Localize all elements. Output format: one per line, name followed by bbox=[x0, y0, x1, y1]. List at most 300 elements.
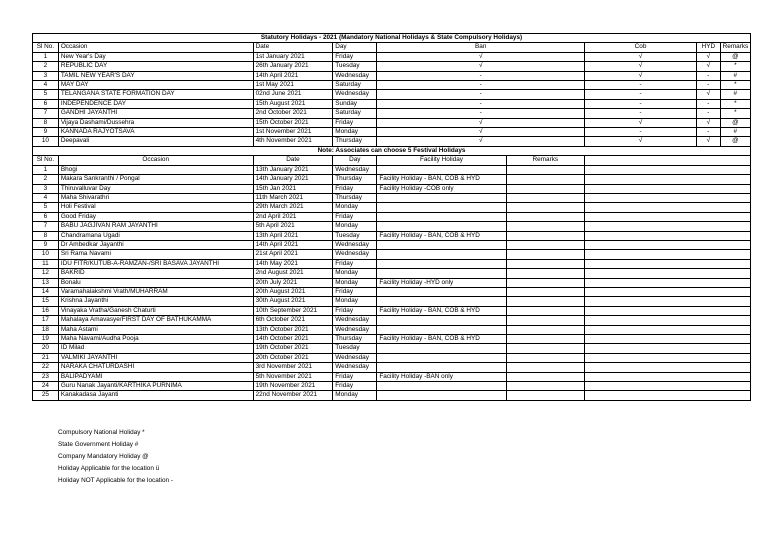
table-cell bbox=[506, 363, 585, 372]
table-cell: 6 bbox=[33, 99, 59, 108]
empty-cell bbox=[585, 353, 751, 362]
table-cell: TAMIL NEW YEAR'S DAY bbox=[58, 71, 253, 80]
table-cell: Maha Astami bbox=[58, 325, 253, 334]
empty-cell bbox=[585, 306, 751, 315]
column-header: Sl No. bbox=[33, 43, 59, 52]
table-cell bbox=[377, 250, 506, 259]
table-cell: 9 bbox=[33, 240, 59, 249]
table-row bbox=[33, 372, 751, 381]
table-row bbox=[33, 231, 751, 240]
table-cell: 17 bbox=[33, 316, 59, 325]
table-cell: Monday bbox=[333, 203, 377, 212]
table-cell: - bbox=[697, 71, 721, 80]
table-cell: 5 bbox=[33, 203, 59, 212]
table-cell: 9 bbox=[33, 128, 59, 137]
table-cell: 1st May 2021 bbox=[253, 81, 333, 90]
table-cell: 15th Jan 2021 bbox=[253, 184, 333, 193]
empty-cell bbox=[585, 240, 751, 249]
table-cell: 20th August 2021 bbox=[253, 287, 333, 296]
table-cell: √ bbox=[697, 118, 721, 127]
table-cell bbox=[506, 184, 585, 193]
table-cell: Makara Sankranthi / Pongal bbox=[58, 175, 253, 184]
empty-cell bbox=[585, 382, 751, 391]
table-cell: 14th April 2021 bbox=[253, 71, 333, 80]
table-cell: Facility Holiday - BAN, COB & HYD bbox=[377, 231, 506, 240]
table-row bbox=[33, 193, 751, 202]
table-cell: 10th September 2021 bbox=[253, 306, 333, 315]
table-cell: Monday bbox=[333, 278, 377, 287]
table-cell: Friday bbox=[333, 287, 377, 296]
table-cell: Facility Holiday - BAN, COB & HYD bbox=[377, 306, 506, 315]
table-cell: Friday bbox=[333, 372, 377, 381]
empty-cell bbox=[585, 297, 751, 306]
table-cell: GANDHI JAYANTHI bbox=[58, 109, 253, 118]
statutory-header-row bbox=[33, 43, 751, 52]
table-cell: 10 bbox=[33, 137, 59, 146]
table-cell bbox=[506, 287, 585, 296]
table-cell: * bbox=[720, 81, 750, 90]
table-cell: Maha Shivarathri bbox=[58, 193, 253, 202]
table-cell: 22 bbox=[33, 363, 59, 372]
table-cell: Maha Navami/Audha Pooja bbox=[58, 335, 253, 344]
table-cell: 20th October 2021 bbox=[253, 353, 333, 362]
table-cell: Thursday bbox=[333, 137, 377, 146]
table-cell: Facility Holiday - BAN, COB & HYD bbox=[377, 335, 506, 344]
table-cell bbox=[377, 222, 506, 231]
table-cell: Wednesday bbox=[333, 71, 377, 80]
table-cell: 21 bbox=[33, 353, 59, 362]
table-cell: √ bbox=[377, 62, 585, 71]
table-cell: 7 bbox=[33, 222, 59, 231]
table-cell bbox=[506, 175, 585, 184]
table-cell: MAY DAY bbox=[58, 81, 253, 90]
table-cell bbox=[506, 165, 585, 174]
table-cell bbox=[506, 222, 585, 231]
column-header: Cob bbox=[585, 43, 697, 52]
table-cell: 8 bbox=[33, 118, 59, 127]
table-cell: 14th April 2021 bbox=[253, 240, 333, 249]
table-cell: 6 bbox=[33, 212, 59, 221]
empty-cell bbox=[585, 193, 751, 202]
table-cell: √ bbox=[377, 137, 585, 146]
table-cell: 25 bbox=[33, 391, 59, 400]
table-cell: 2 bbox=[33, 175, 59, 184]
table-row bbox=[33, 325, 751, 334]
table-cell bbox=[506, 344, 585, 353]
table-cell bbox=[506, 391, 585, 400]
table-cell: 11th March 2021 bbox=[253, 193, 333, 202]
table-cell: - bbox=[377, 90, 585, 99]
table-cell: √ bbox=[697, 62, 721, 71]
table-cell: 1 bbox=[33, 52, 59, 61]
table-cell: √ bbox=[697, 52, 721, 61]
table-row bbox=[33, 344, 751, 353]
table-cell: Thursday bbox=[333, 193, 377, 202]
table-cell: 14 bbox=[33, 287, 59, 296]
table-cell: Tuesday bbox=[333, 231, 377, 240]
table-cell: 15th August 2021 bbox=[253, 99, 333, 108]
table-cell: 6th October 2021 bbox=[253, 316, 333, 325]
section-note: Note: Associates can choose 5 Festival Holidays bbox=[33, 146, 751, 155]
table-cell: - bbox=[377, 99, 585, 108]
holiday-table bbox=[32, 33, 751, 401]
table-row bbox=[33, 391, 751, 400]
table-cell: BAKRID bbox=[58, 269, 253, 278]
table-cell: * bbox=[720, 109, 750, 118]
table-cell: 5th November 2021 bbox=[253, 372, 333, 381]
column-header: Date bbox=[253, 43, 333, 52]
table-cell: Guru Nanak Jayanti/KARTHIKA PURNIMA bbox=[58, 382, 253, 391]
table-cell: Friday bbox=[333, 306, 377, 315]
table-row bbox=[33, 259, 751, 268]
table-cell bbox=[506, 382, 585, 391]
table-cell: Saturday bbox=[333, 109, 377, 118]
table-cell bbox=[506, 278, 585, 287]
table-cell bbox=[506, 203, 585, 212]
holiday-sheet bbox=[32, 33, 751, 401]
empty-cell bbox=[585, 259, 751, 268]
table-row bbox=[33, 71, 751, 80]
table-cell: 29th March 2021 bbox=[253, 203, 333, 212]
table-cell bbox=[377, 382, 506, 391]
table-cell: 13th October 2021 bbox=[253, 325, 333, 334]
table-cell: Dr Ambedkar Jayanthi bbox=[58, 240, 253, 249]
table-cell: √ bbox=[377, 128, 585, 137]
table-cell: √ bbox=[697, 90, 721, 99]
table-cell: 19th October 2021 bbox=[253, 344, 333, 353]
empty-cell bbox=[585, 269, 751, 278]
table-cell: 20th July 2021 bbox=[253, 278, 333, 287]
table-row bbox=[33, 353, 751, 362]
festival-note-row bbox=[33, 146, 751, 155]
column-header: Facility Holiday bbox=[377, 156, 506, 165]
table-row bbox=[33, 222, 751, 231]
table-cell: 2nd August 2021 bbox=[253, 269, 333, 278]
empty-cell bbox=[585, 175, 751, 184]
table-cell: Thursday bbox=[333, 175, 377, 184]
table-cell: Varamahalakshmi Vrath/MUHARRAM bbox=[58, 287, 253, 296]
table-cell: INDEPENDENCE DAY bbox=[58, 99, 253, 108]
table-cell: Chandramana Ugadi bbox=[58, 231, 253, 240]
table-cell: Friday bbox=[333, 259, 377, 268]
table-cell: Monday bbox=[333, 128, 377, 137]
table-cell: Sunday bbox=[333, 99, 377, 108]
table-row bbox=[33, 250, 751, 259]
empty-cell bbox=[585, 344, 751, 353]
table-cell: Deepavali bbox=[58, 137, 253, 146]
table-cell: 14th October 2021 bbox=[253, 335, 333, 344]
table-cell bbox=[506, 231, 585, 240]
column-header: Date bbox=[253, 156, 333, 165]
table-cell bbox=[506, 212, 585, 221]
table-cell: 7 bbox=[33, 109, 59, 118]
column-header: Day bbox=[333, 156, 377, 165]
table-cell bbox=[377, 259, 506, 268]
table-cell: Friday bbox=[333, 184, 377, 193]
table-cell bbox=[377, 193, 506, 202]
table-cell: - bbox=[585, 99, 697, 108]
table-cell: Facility Holiday -HYD only bbox=[377, 278, 506, 287]
legend-item: Holiday Applicable for the location ü bbox=[58, 465, 160, 472]
table-cell: √ bbox=[585, 118, 697, 127]
table-cell bbox=[377, 165, 506, 174]
table-cell: √ bbox=[585, 137, 697, 146]
empty-cell bbox=[585, 156, 751, 165]
table-cell: # bbox=[720, 71, 750, 80]
column-header: Remarks bbox=[506, 156, 585, 165]
table-row bbox=[33, 137, 751, 146]
column-header: Sl No. bbox=[33, 156, 59, 165]
table-row bbox=[33, 316, 751, 325]
table-cell bbox=[506, 306, 585, 315]
table-cell: REPUBLIC DAY bbox=[58, 62, 253, 71]
table-cell: Facility Holiday -COB only bbox=[377, 184, 506, 193]
table-cell: Thiruvalluvar Day bbox=[58, 184, 253, 193]
table-cell: Wednesday bbox=[333, 325, 377, 334]
table-cell bbox=[377, 325, 506, 334]
empty-cell bbox=[585, 335, 751, 344]
table-row bbox=[33, 212, 751, 221]
table-row bbox=[33, 118, 751, 127]
table-cell: 11 bbox=[33, 259, 59, 268]
table-cell: - bbox=[377, 71, 585, 80]
table-cell: 02nd June 2021 bbox=[253, 90, 333, 99]
table-row bbox=[33, 306, 751, 315]
table-cell: Wednesday bbox=[333, 250, 377, 259]
table-cell bbox=[506, 325, 585, 334]
table-row bbox=[33, 90, 751, 99]
empty-cell bbox=[585, 391, 751, 400]
table-row bbox=[33, 165, 751, 174]
table-row bbox=[33, 269, 751, 278]
table-cell: TELANGANA STATE FORMATION DAY bbox=[58, 90, 253, 99]
column-header: Remarks bbox=[720, 43, 750, 52]
table-cell bbox=[377, 212, 506, 221]
legend-item: Company Mandatory Holiday @ bbox=[58, 453, 149, 460]
table-cell: Friday bbox=[333, 52, 377, 61]
table-cell bbox=[506, 372, 585, 381]
table-cell: 23 bbox=[33, 372, 59, 381]
table-cell: Monday bbox=[333, 222, 377, 231]
empty-cell bbox=[585, 250, 751, 259]
table-cell: 20 bbox=[33, 344, 59, 353]
empty-cell bbox=[585, 222, 751, 231]
table-cell: 12 bbox=[33, 269, 59, 278]
table-cell bbox=[506, 193, 585, 202]
table-cell: Sri Rama Navami bbox=[58, 250, 253, 259]
empty-cell bbox=[585, 325, 751, 334]
table-row bbox=[33, 297, 751, 306]
table-cell: Wednesday bbox=[333, 363, 377, 372]
table-cell: 14th May 2021 bbox=[253, 259, 333, 268]
table-cell: - bbox=[585, 128, 697, 137]
table-cell: Bonalu bbox=[58, 278, 253, 287]
empty-cell bbox=[585, 203, 751, 212]
legend bbox=[58, 427, 173, 487]
festival-header-row bbox=[33, 156, 751, 165]
table-cell: 22nd November 2021 bbox=[253, 391, 333, 400]
table-cell bbox=[506, 250, 585, 259]
table-row bbox=[33, 175, 751, 184]
table-cell: - bbox=[697, 99, 721, 108]
table-cell: - bbox=[697, 81, 721, 90]
table-cell: 10 bbox=[33, 250, 59, 259]
table-row bbox=[33, 184, 751, 193]
table-cell: Holi Festival bbox=[58, 203, 253, 212]
table-cell bbox=[377, 353, 506, 362]
table-cell: Krishna Jayanthi bbox=[58, 297, 253, 306]
column-header: Occasion bbox=[58, 156, 253, 165]
table-cell: 3 bbox=[33, 184, 59, 193]
table-cell: 19th November 2021 bbox=[253, 382, 333, 391]
table-row bbox=[33, 382, 751, 391]
table-cell: Tuesday bbox=[333, 62, 377, 71]
table-cell: Bhogi bbox=[58, 165, 253, 174]
table-cell: New Year's Day bbox=[58, 52, 253, 61]
table-cell: BABU JAGJIVAN RAM JAYANTHI bbox=[58, 222, 253, 231]
table-cell bbox=[377, 240, 506, 249]
table-cell: Facility Holiday - BAN, COB & HYD bbox=[377, 175, 506, 184]
column-header: Day bbox=[333, 43, 377, 52]
table-cell bbox=[377, 391, 506, 400]
table-cell: ID Milad bbox=[58, 344, 253, 353]
table-cell bbox=[506, 269, 585, 278]
table-cell: 2 bbox=[33, 62, 59, 71]
table-cell: Saturday bbox=[333, 81, 377, 90]
table-cell: 21st April 2021 bbox=[253, 250, 333, 259]
table-cell: IDU FITR/KUTUB-A-RAMZAN-/SRI BASAVA JAYANTHI bbox=[58, 259, 253, 268]
table-cell: Monday bbox=[333, 269, 377, 278]
table-cell: BALIPADYAMI bbox=[58, 372, 253, 381]
table-cell: KANNADA RAJYOTSAVA bbox=[58, 128, 253, 137]
table-cell: Wednesday bbox=[333, 90, 377, 99]
table-cell bbox=[377, 203, 506, 212]
table-cell: Facility Holiday -BAN only bbox=[377, 372, 506, 381]
table-cell bbox=[506, 297, 585, 306]
table-cell: - bbox=[585, 90, 697, 99]
table-cell bbox=[377, 287, 506, 296]
table-cell: - bbox=[697, 109, 721, 118]
table-cell bbox=[377, 316, 506, 325]
table-row bbox=[33, 128, 751, 137]
table-cell: 30th August 2021 bbox=[253, 297, 333, 306]
table-cell: Wednesday bbox=[333, 316, 377, 325]
table-cell: Kanakadasa Jayanti bbox=[58, 391, 253, 400]
column-header: HYD bbox=[697, 43, 721, 52]
table-cell bbox=[377, 344, 506, 353]
table-cell: # bbox=[720, 90, 750, 99]
empty-cell bbox=[585, 316, 751, 325]
section-title: Statutory Holidays - 2021 (Mandatory National Holidays & State Compulsory Holidays) bbox=[33, 34, 751, 43]
table-cell: 26th January 2021 bbox=[253, 62, 333, 71]
table-cell: 19 bbox=[33, 335, 59, 344]
table-cell: 1st November 2021 bbox=[253, 128, 333, 137]
table-cell: # bbox=[720, 128, 750, 137]
table-cell: Friday bbox=[333, 382, 377, 391]
legend-item: Compulsory National Holiday * bbox=[58, 429, 145, 436]
table-row bbox=[33, 278, 751, 287]
table-cell: NARAKA CHATURDASHI bbox=[58, 363, 253, 372]
table-cell: 4 bbox=[33, 81, 59, 90]
empty-cell bbox=[585, 278, 751, 287]
table-cell: 1 bbox=[33, 165, 59, 174]
table-row bbox=[33, 203, 751, 212]
table-cell: Vinayaka Vratha/Ganesh Chaturti bbox=[58, 306, 253, 315]
table-cell: Wednesday bbox=[333, 353, 377, 362]
empty-cell bbox=[585, 231, 751, 240]
table-row bbox=[33, 62, 751, 71]
table-cell: 1st January 2021 bbox=[253, 52, 333, 61]
table-cell bbox=[506, 259, 585, 268]
table-cell: 5th April 2021 bbox=[253, 222, 333, 231]
table-cell: 18 bbox=[33, 325, 59, 334]
column-header: Occasion bbox=[58, 43, 253, 52]
table-cell bbox=[506, 316, 585, 325]
table-cell: 8 bbox=[33, 231, 59, 240]
table-cell bbox=[377, 297, 506, 306]
table-cell: 3 bbox=[33, 71, 59, 80]
table-cell: 15 bbox=[33, 297, 59, 306]
table-cell: @ bbox=[720, 137, 750, 146]
table-cell: VALMIKI JAYANTHI bbox=[58, 353, 253, 362]
table-row bbox=[33, 52, 751, 61]
empty-cell bbox=[585, 212, 751, 221]
table-cell: √ bbox=[377, 118, 585, 127]
table-cell bbox=[377, 363, 506, 372]
table-cell: - bbox=[585, 81, 697, 90]
table-row bbox=[33, 81, 751, 90]
table-cell: √ bbox=[585, 71, 697, 80]
table-cell: * bbox=[720, 99, 750, 108]
table-cell: 3rd November 2021 bbox=[253, 363, 333, 372]
table-cell: - bbox=[377, 81, 585, 90]
table-cell: Mahalaya Amavasye/FIRST DAY OF BATHUKAMMA bbox=[58, 316, 253, 325]
table-row bbox=[33, 335, 751, 344]
table-cell: 13th January 2021 bbox=[253, 165, 333, 174]
table-cell: Friday bbox=[333, 118, 377, 127]
column-header: Ban bbox=[377, 43, 585, 52]
table-cell: Thursday bbox=[333, 335, 377, 344]
table-cell: Good Friday bbox=[58, 212, 253, 221]
table-row bbox=[33, 363, 751, 372]
table-cell: 24 bbox=[33, 382, 59, 391]
table-cell: √ bbox=[585, 52, 697, 61]
table-cell: - bbox=[697, 128, 721, 137]
legend-item: State Government Holiday # bbox=[58, 441, 139, 448]
table-row bbox=[33, 109, 751, 118]
table-cell: - bbox=[377, 109, 585, 118]
table-cell: Wednesday bbox=[333, 165, 377, 174]
empty-cell bbox=[585, 363, 751, 372]
table-cell: Monday bbox=[333, 391, 377, 400]
legend-item: Holiday NOT Applicable for the location - bbox=[58, 477, 173, 484]
table-cell: 5 bbox=[33, 90, 59, 99]
table-cell bbox=[506, 335, 585, 344]
table-cell: @ bbox=[720, 52, 750, 61]
table-cell bbox=[377, 269, 506, 278]
table-cell: - bbox=[585, 109, 697, 118]
table-cell: Tuesday bbox=[333, 344, 377, 353]
table-cell: Monday bbox=[333, 297, 377, 306]
table-cell: 16 bbox=[33, 306, 59, 315]
table-cell: 13th April 2021 bbox=[253, 231, 333, 240]
table-cell: 13 bbox=[33, 278, 59, 287]
table-cell: 2nd October 2021 bbox=[253, 109, 333, 118]
table-cell: √ bbox=[697, 137, 721, 146]
table-cell: @ bbox=[720, 118, 750, 127]
empty-cell bbox=[585, 372, 751, 381]
table-row bbox=[33, 240, 751, 249]
